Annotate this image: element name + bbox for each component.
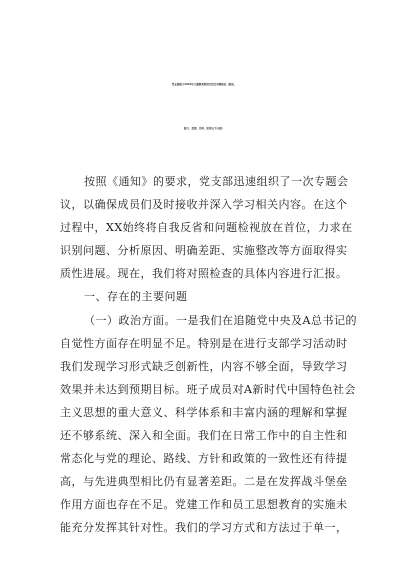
paragraph-line: 议，以确保成员们及时接收并深入学习相关内容。在这个 bbox=[60, 198, 348, 211]
paragraph-line: （一）政治方面。一是我们在追随党中央及A总书记的 bbox=[84, 314, 357, 327]
paragraph-line: 能充分发挥其针对性。我们的学习方式和方法过于单一， bbox=[60, 521, 348, 534]
paragraph-line: 常态化与党的理论、路线、方针和政策的一致性还有待提 bbox=[60, 452, 348, 465]
document-title-line-1: 党支部班子2023年主题教育组织生活会对照检查（政治、 bbox=[171, 83, 237, 86]
paragraph-line: 还不够系统、深入和全面。我们在日常工作中的自主性和 bbox=[60, 429, 348, 442]
paragraph-line: 效果并未达到预期目标。班子成员对A新时代中国特色社会 bbox=[60, 383, 356, 396]
paragraph-line: 识别问题、分析原因、明确差距、实施整改等方面取得实 bbox=[60, 244, 348, 257]
paragraph-line: 高，与先进典型相比仍有显著差距。二是在发挥战斗堡垒 bbox=[60, 475, 348, 488]
section-heading: 一、存在的主要问题 bbox=[84, 290, 188, 303]
paragraph-line: 自觉性方面存在明显不足。特别是在进行支部学习活动时 bbox=[60, 337, 348, 350]
paragraph-line: 我们发现学习形式缺乏创新性，内容不够全面，导致学习 bbox=[60, 360, 348, 373]
paragraph-line: 作用方面也存在不足。党建工作和员工思想教育的实施未 bbox=[60, 498, 348, 511]
paragraph-line: 质性进展。现在，我们将对照检查的具体内容进行汇报。 bbox=[60, 267, 348, 280]
paragraph-line: 按照《通知》的要求，党支部迅速组织了一次专题会 bbox=[84, 175, 349, 188]
promo-banner bbox=[0, 29, 408, 39]
paragraph-line: 主义思想的重大意义、科学体系和丰富内涵的理解和掌握 bbox=[60, 406, 348, 419]
document-title-line-2: 能力、思想、作风、纪律五个方面） bbox=[183, 127, 224, 130]
paragraph-line: 过程中，XX始终将自我反省和问题检视放在首位，力求在 bbox=[60, 221, 353, 234]
